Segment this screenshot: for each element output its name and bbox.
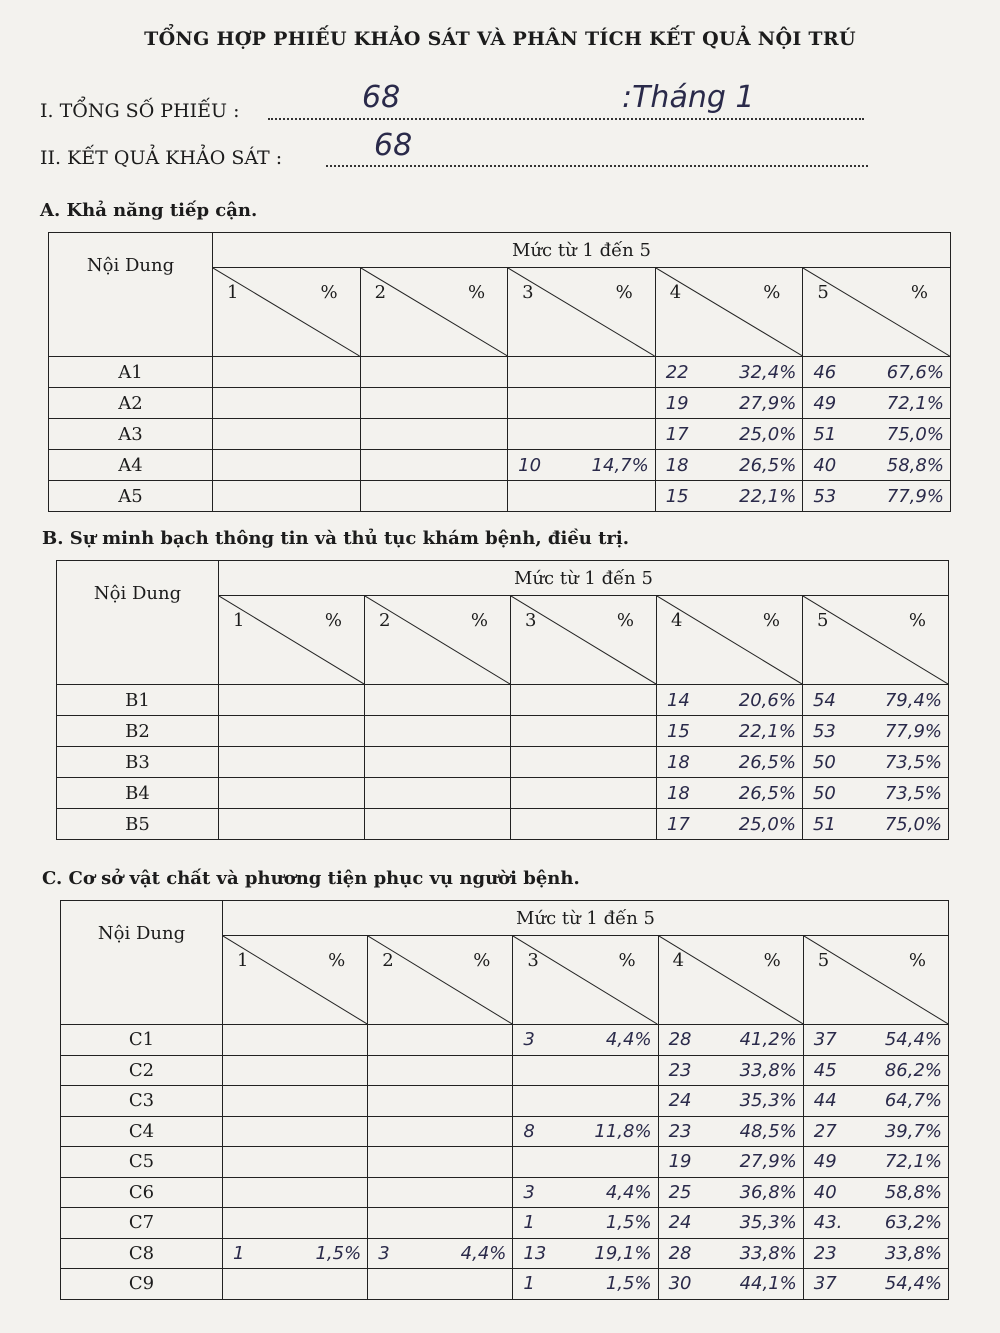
count-cell [368,1055,426,1086]
count-cell [368,1086,426,1117]
row-label: C1 [61,1025,223,1056]
percent-cell [423,747,511,778]
row-label: B1 [57,685,219,716]
percent-cell: 73,5% [861,778,949,809]
percent-cell: 33,8% [716,1055,803,1086]
count-cell [219,685,277,716]
table-row [49,357,951,388]
percent-cell [281,1269,368,1300]
table-row [49,419,951,450]
percent-cell [272,419,361,450]
count-cell [510,685,568,716]
survey-table-c [60,900,949,1300]
table-row [61,1055,949,1086]
percent-cell [571,1055,658,1086]
row-label: C6 [61,1177,223,1208]
percent-symbol: % [470,610,488,631]
level-number: 2 [378,610,391,631]
section-heading-a: A. Khả năng tiếp cận. [40,200,258,221]
percent-cell [281,1025,368,1056]
percent-cell [281,1147,368,1178]
percent-cell [426,1116,513,1147]
percent-cell: 41,2% [716,1025,803,1056]
percent-cell [272,481,361,512]
percent-cell [426,1177,513,1208]
count-cell [368,1147,426,1178]
row-label: C9 [61,1269,223,1300]
count-cell [364,685,422,716]
percent-cell: 25,0% [714,419,803,450]
count-cell: 13 [513,1238,571,1269]
percent-cell: 4,4% [571,1177,658,1208]
percent-cell [277,747,365,778]
percent-cell: 39,7% [861,1116,948,1147]
count-cell [223,1025,281,1056]
table-row [61,1177,949,1208]
percent-cell: 58,8% [861,1177,948,1208]
count-cell [368,1116,426,1147]
percent-symbol: % [324,610,342,631]
count-cell: 45 [803,1055,861,1086]
level-header-2 [368,936,513,1025]
total-forms-value: 68 [362,80,401,115]
total-forms-dotted-line [268,118,864,120]
count-cell: 50 [802,747,860,778]
percent-cell: 35,3% [716,1086,803,1117]
count-cell [219,809,277,840]
count-cell: 51 [802,809,860,840]
table-row [61,1116,949,1147]
count-cell: 37 [803,1269,861,1300]
count-cell [368,1025,426,1056]
percent-cell: 27,9% [716,1147,803,1178]
level-number: 5 [817,282,829,303]
percent-cell [423,778,511,809]
row-label: B3 [57,747,219,778]
percent-symbol: % [468,282,486,303]
row-label: C5 [61,1147,223,1178]
percent-cell: 73,5% [861,747,949,778]
section-heading-b: B. Sự minh bạch thông tin và thủ tục khám bệnh, điều trị. [42,528,630,549]
percent-cell [423,685,511,716]
percent-cell: 67,6% [862,357,951,388]
percent-cell [569,809,657,840]
level-header-4 [658,936,803,1025]
percent-cell: 33,8% [861,1238,948,1269]
level-header-3 [508,268,656,357]
percent-symbol: % [328,950,346,971]
percent-symbol: % [615,282,633,303]
month-note: :Tháng 1 [622,80,755,115]
count-cell [364,747,422,778]
percent-cell [567,388,656,419]
percent-cell: 63,2% [861,1208,948,1239]
count-cell [223,1055,281,1086]
count-cell [513,1147,571,1178]
count-cell: 19 [655,388,714,419]
count-cell [213,481,272,512]
table-row [57,747,949,778]
count-cell: 28 [658,1238,716,1269]
table-row [61,1269,949,1300]
percent-cell: 33,8% [716,1238,803,1269]
count-cell: 50 [802,778,860,809]
percent-cell [281,1055,368,1086]
count-cell: 1 [513,1269,571,1300]
percent-cell [571,1086,658,1117]
percent-symbol: % [910,282,928,303]
level-header-1 [223,936,368,1025]
row-label: B4 [57,778,219,809]
count-cell [223,1086,281,1117]
row-label: C2 [61,1055,223,1086]
count-cell: 23 [658,1055,716,1086]
row-label: A5 [49,481,213,512]
row-label: B5 [57,809,219,840]
count-cell [364,778,422,809]
percent-cell [426,1086,513,1117]
count-cell: 23 [658,1116,716,1147]
percent-cell: 86,2% [861,1055,948,1086]
row-label: C3 [61,1086,223,1117]
table-row [57,685,949,716]
percent-cell [281,1116,368,1147]
percent-cell: 26,5% [715,747,803,778]
percent-cell: 19,1% [571,1238,658,1269]
percent-cell: 75,0% [861,809,949,840]
level-number: 1 [237,950,249,971]
count-cell: 40 [803,1177,861,1208]
percent-cell [277,716,365,747]
survey-table-a [48,232,951,512]
count-cell [364,809,422,840]
level-number: 3 [524,610,537,631]
percent-cell: 72,1% [862,388,951,419]
percent-cell [281,1086,368,1117]
level-range-header: Mức từ 1 đến 5 [213,233,951,268]
level-number: 4 [672,950,685,971]
count-cell [360,481,419,512]
level-number: 5 [816,610,829,631]
count-cell [513,1086,571,1117]
count-cell: 22 [655,357,714,388]
percent-cell: 11,8% [571,1116,658,1147]
percent-symbol: % [616,610,634,631]
count-cell [510,747,568,778]
percent-cell: 22,1% [714,481,803,512]
count-cell: 18 [656,778,714,809]
count-cell: 43. [803,1208,861,1239]
percent-cell [426,1025,513,1056]
percent-cell [419,357,508,388]
percent-cell: 25,0% [715,809,803,840]
percent-cell [426,1269,513,1300]
count-cell: 19 [658,1147,716,1178]
percent-cell [569,685,657,716]
count-cell [360,450,419,481]
count-cell [223,1116,281,1147]
survey-result-value: 68 [374,128,413,163]
count-cell [223,1147,281,1178]
total-forms-label: I. TỔNG SỐ PHIẾU : [40,100,240,122]
count-cell [219,778,277,809]
percent-cell: 48,5% [716,1116,803,1147]
level-number: 4 [670,610,683,631]
survey-result-line [40,147,282,169]
percent-cell [423,716,511,747]
percent-cell [272,388,361,419]
count-cell: 25 [658,1177,716,1208]
percent-symbol: % [908,610,926,631]
row-label: A4 [49,450,213,481]
count-cell: 23 [803,1238,861,1269]
section-heading-c: C. Cơ sở vật chất và phương tiện phục vụ người bệnh. [42,868,580,889]
percent-cell: 1,5% [281,1238,368,1269]
percent-cell: 44,1% [716,1269,803,1300]
count-cell: 18 [656,747,714,778]
content-header: Nội Dung [61,901,223,1025]
count-cell: 28 [658,1025,716,1056]
survey-result-label: II. KẾT QUẢ KHẢO SÁT : [40,147,283,169]
count-cell [513,1055,571,1086]
percent-cell: 36,8% [716,1177,803,1208]
percent-cell [569,778,657,809]
table-row [57,778,949,809]
count-cell: 3 [513,1025,571,1056]
table-row [49,450,951,481]
percent-cell [419,388,508,419]
content-header: Nội Dung [49,233,213,357]
level-number: 3 [522,282,534,303]
table-row [61,1025,949,1056]
percent-cell: 54,4% [861,1025,948,1056]
page-title: TỔNG HỢP PHIẾU KHẢO SÁT VÀ PHÂN TÍCH KẾT QUẢ NỘI TRÚ [144,28,856,50]
count-cell [510,778,568,809]
level-header-3 [510,596,656,685]
percent-cell: 77,9% [861,716,949,747]
percent-cell [277,809,365,840]
percent-symbol: % [763,950,781,971]
percent-cell: 72,1% [861,1147,948,1178]
row-label: C7 [61,1208,223,1239]
count-cell [360,388,419,419]
row-label: A3 [49,419,213,450]
table-row [49,388,951,419]
count-cell: 49 [803,388,862,419]
count-cell [223,1269,281,1300]
level-header-5 [803,936,948,1025]
table-row [61,1086,949,1117]
count-cell [364,716,422,747]
count-cell: 49 [803,1147,861,1178]
count-cell: 1 [223,1238,281,1269]
level-range-header: Mức từ 1 đến 5 [219,561,949,596]
level-range-header: Mức từ 1 đến 5 [223,901,949,936]
count-cell: 24 [658,1208,716,1239]
table-row [61,1147,949,1178]
percent-cell: 64,7% [861,1086,948,1117]
count-cell: 3 [368,1238,426,1269]
percent-cell: 75,0% [862,419,951,450]
percent-cell [277,778,365,809]
percent-cell: 32,4% [714,357,803,388]
percent-symbol: % [762,610,780,631]
count-cell [213,388,272,419]
percent-cell [426,1147,513,1178]
level-header-5 [803,268,951,357]
table-row [61,1208,949,1239]
percent-cell: 79,4% [861,685,949,716]
survey-result-dotted-line [326,165,868,167]
count-cell: 46 [803,357,862,388]
percent-cell: 4,4% [571,1025,658,1056]
level-header-1 [219,596,365,685]
percent-cell [419,419,508,450]
count-cell [368,1269,426,1300]
count-cell [368,1208,426,1239]
total-forms-line [40,100,240,122]
percent-cell [571,1147,658,1178]
count-cell [213,419,272,450]
percent-cell [419,450,508,481]
count-cell: 17 [655,419,714,450]
level-header-5 [802,596,948,685]
count-cell: 14 [656,685,714,716]
percent-cell: 35,3% [716,1208,803,1239]
level-number: 3 [527,950,539,971]
level-number: 2 [382,950,394,971]
percent-cell: 1,5% [571,1208,658,1239]
percent-symbol: % [473,950,491,971]
count-cell [223,1177,281,1208]
percent-symbol: % [908,950,927,971]
level-header-4 [656,596,802,685]
percent-cell [569,716,657,747]
percent-cell [567,419,656,450]
count-cell: 18 [655,450,714,481]
count-cell: 53 [803,481,862,512]
percent-cell [569,747,657,778]
count-cell: 53 [802,716,860,747]
percent-cell [272,357,361,388]
level-header-2 [364,596,510,685]
level-number: 1 [233,610,245,631]
count-cell: 3 [513,1177,571,1208]
percent-cell [423,809,511,840]
percent-cell: 14,7% [567,450,656,481]
level-header-1 [213,268,361,357]
percent-cell [567,357,656,388]
count-cell: 1 [513,1208,571,1239]
percent-cell: 58,8% [862,450,951,481]
count-cell [508,388,567,419]
count-cell: 27 [803,1116,861,1147]
row-label: A2 [49,388,213,419]
count-cell: 30 [658,1269,716,1300]
level-number: 5 [817,950,830,971]
percent-symbol: % [618,950,636,971]
percent-cell: 26,5% [714,450,803,481]
percent-symbol: % [320,282,338,303]
count-cell [508,481,567,512]
percent-cell: 22,1% [715,716,803,747]
count-cell: 51 [803,419,862,450]
percent-cell: 4,4% [426,1238,513,1269]
percent-cell [419,481,508,512]
count-cell [510,809,568,840]
count-cell [219,716,277,747]
level-header-3 [513,936,658,1025]
count-cell: 17 [656,809,714,840]
table-row [61,1238,949,1269]
row-label: C4 [61,1116,223,1147]
table-row [49,481,951,512]
count-cell: 37 [803,1025,861,1056]
count-cell [508,357,567,388]
level-number: 1 [227,282,239,303]
count-cell: 24 [658,1086,716,1117]
content-header: Nội Dung [57,561,219,685]
count-cell [223,1208,281,1239]
percent-cell [277,685,365,716]
count-cell: 15 [655,481,714,512]
count-cell [508,419,567,450]
table-row [57,716,949,747]
count-cell [360,419,419,450]
percent-cell: 77,9% [862,481,951,512]
level-header-2 [360,268,508,357]
percent-cell [272,450,361,481]
level-header-4 [655,268,803,357]
count-cell [368,1177,426,1208]
percent-cell [281,1208,368,1239]
count-cell [510,716,568,747]
percent-cell: 54,4% [861,1269,948,1300]
percent-cell [567,481,656,512]
count-cell: 15 [656,716,714,747]
count-cell: 40 [803,450,862,481]
percent-cell: 26,5% [715,778,803,809]
count-cell: 44 [803,1086,861,1117]
row-label: B2 [57,716,219,747]
count-cell [213,450,272,481]
percent-cell [426,1208,513,1239]
percent-cell: 1,5% [571,1269,658,1300]
count-cell [360,357,419,388]
percent-symbol: % [763,282,781,303]
percent-cell: 20,6% [715,685,803,716]
percent-cell [281,1177,368,1208]
level-number: 2 [374,282,387,303]
count-cell [219,747,277,778]
row-label: A1 [49,357,213,388]
percent-cell [426,1055,513,1086]
count-cell [213,357,272,388]
row-label: C8 [61,1238,223,1269]
count-cell: 10 [508,450,567,481]
count-cell: 8 [513,1116,571,1147]
table-row [57,809,949,840]
survey-table-b [56,560,949,840]
level-number: 4 [669,282,682,303]
percent-cell: 27,9% [714,388,803,419]
count-cell: 54 [802,685,860,716]
